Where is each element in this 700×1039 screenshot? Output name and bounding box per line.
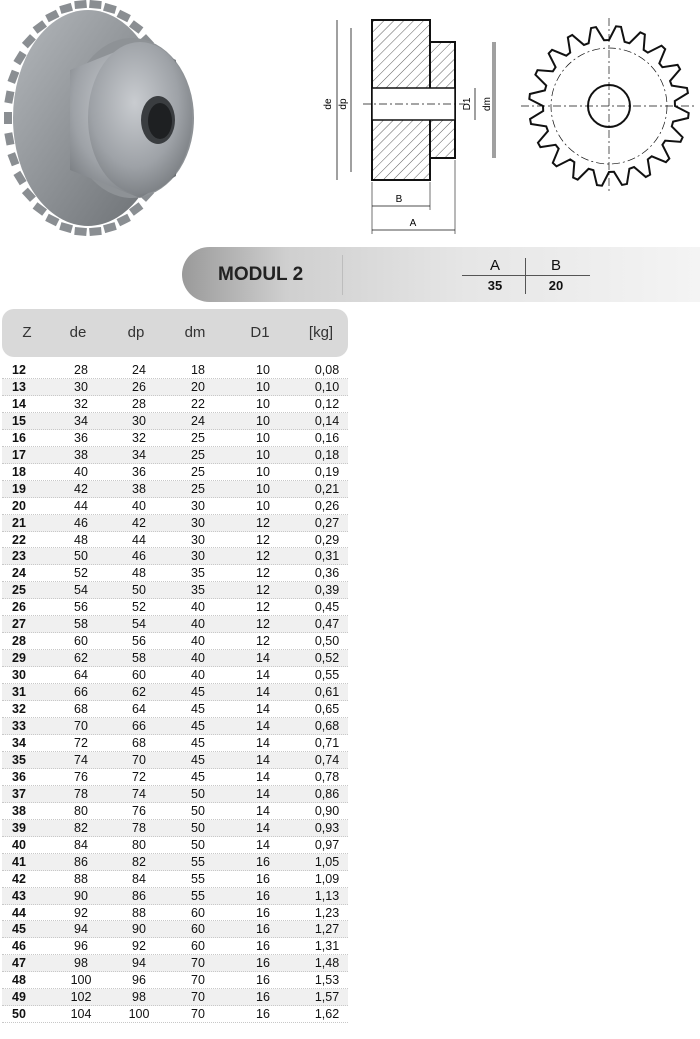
cell-d1: 14 — [256, 735, 270, 750]
cell-weight: 0,86 — [314, 786, 340, 801]
cell-weight: 0,61 — [314, 685, 340, 700]
cell-d1: 14 — [256, 769, 270, 784]
cell-dm: 55 — [191, 871, 205, 886]
cell-z: 32 — [12, 702, 26, 717]
table-row — [2, 599, 348, 616]
cell-z: 26 — [12, 600, 26, 615]
cell-weight: 1,23 — [314, 905, 340, 920]
cell-weight: 1,48 — [314, 956, 340, 971]
cell-d1: 10 — [256, 379, 270, 394]
cell-d1: 14 — [256, 752, 270, 767]
modul-banner — [182, 247, 700, 302]
cell-de: 98 — [74, 956, 88, 971]
cell-d1: 10 — [256, 363, 270, 377]
cell-d1: 14 — [256, 786, 270, 801]
cell-d1: 16 — [256, 973, 270, 988]
modul-title: MODUL 2 — [218, 264, 304, 285]
cell-d1: 10 — [256, 481, 270, 496]
cell-weight: 0,78 — [314, 769, 340, 784]
cell-de: 38 — [74, 447, 88, 462]
cell-z: 36 — [12, 769, 26, 784]
cell-d1: 10 — [256, 498, 270, 513]
cell-dp: 88 — [132, 905, 146, 920]
cell-de: 64 — [74, 668, 88, 683]
cell-weight: 0,10 — [314, 379, 340, 394]
cell-z: 46 — [12, 939, 26, 954]
cell-de: 90 — [74, 888, 88, 903]
cell-d1: 14 — [256, 668, 270, 683]
cell-de: 32 — [74, 396, 88, 411]
cell-dp: 48 — [132, 566, 146, 581]
cell-dm: 45 — [191, 769, 205, 784]
cell-z: 34 — [12, 735, 26, 750]
cell-dm: 18 — [191, 363, 205, 377]
cell-dp: 98 — [132, 990, 146, 1005]
cell-dm: 25 — [191, 481, 205, 496]
cell-d1: 12 — [256, 515, 270, 530]
cell-dm: 70 — [191, 956, 205, 971]
cell-de: 92 — [74, 905, 88, 920]
table-row — [2, 786, 348, 803]
cell-dp: 90 — [132, 922, 146, 937]
dim-label-de: de — [323, 98, 334, 110]
cell-dm: 25 — [191, 447, 205, 462]
cell-dm: 40 — [191, 651, 205, 666]
table-row — [2, 803, 348, 820]
table-row — [2, 938, 348, 955]
cell-weight: 0,55 — [314, 668, 340, 683]
cell-z: 12 — [12, 363, 26, 377]
table-row — [2, 1006, 348, 1023]
cell-dm: 22 — [191, 396, 205, 411]
cell-weight: 0,65 — [314, 702, 340, 717]
cell-d1: 14 — [256, 719, 270, 734]
cell-d1: 10 — [256, 464, 270, 479]
table-row — [2, 718, 348, 735]
gear-photo — [0, 0, 200, 240]
header-d1: D1 — [250, 324, 270, 341]
cell-weight: 0,97 — [314, 837, 340, 852]
cell-dp: 62 — [132, 685, 146, 700]
cell-dm: 30 — [191, 498, 205, 513]
cell-dp: 26 — [132, 379, 146, 394]
cell-de: 28 — [74, 363, 88, 377]
cell-d1: 16 — [256, 956, 270, 971]
cell-d1: 16 — [256, 888, 270, 903]
column-a-label: A — [489, 257, 500, 274]
cell-weight: 0,29 — [314, 532, 340, 547]
cell-z: 44 — [12, 905, 26, 920]
cell-de: 68 — [74, 702, 88, 717]
table-row — [2, 871, 348, 888]
cell-weight: 0,39 — [314, 583, 340, 598]
cell-dm: 50 — [191, 786, 205, 801]
table-row — [2, 989, 348, 1006]
cell-weight: 0,19 — [314, 464, 340, 479]
table-row — [2, 905, 348, 922]
cell-z: 30 — [12, 668, 26, 683]
cell-z: 20 — [12, 498, 26, 513]
cell-z: 14 — [12, 396, 26, 411]
cell-dp: 76 — [132, 803, 146, 818]
cell-weight: 0,16 — [314, 430, 340, 445]
cell-dp: 70 — [132, 752, 146, 767]
cell-de: 30 — [74, 379, 88, 394]
cell-de: 88 — [74, 871, 88, 886]
cell-d1: 10 — [256, 413, 270, 428]
table-row — [2, 481, 348, 498]
cell-dp: 34 — [132, 447, 146, 462]
cell-d1: 14 — [256, 685, 270, 700]
cell-dp: 100 — [128, 1007, 150, 1022]
cell-z: 23 — [12, 549, 26, 564]
cell-de: 104 — [70, 1007, 92, 1022]
header-dp: dp — [127, 324, 145, 341]
cell-d1: 16 — [256, 905, 270, 920]
sectional-drawing — [325, 10, 485, 238]
cell-dp: 52 — [132, 600, 146, 615]
table-row — [2, 972, 348, 989]
cell-dp: 78 — [132, 820, 146, 835]
cell-dp: 30 — [132, 413, 146, 428]
cell-d1: 16 — [256, 1007, 270, 1022]
cell-z: 50 — [12, 1007, 26, 1022]
cell-d1: 12 — [256, 634, 270, 649]
cell-weight: 1,62 — [314, 1007, 340, 1022]
cell-dm: 70 — [191, 990, 205, 1005]
cell-de: 74 — [74, 752, 88, 767]
cell-z: 33 — [12, 719, 26, 734]
cell-d1: 10 — [256, 447, 270, 462]
cell-dm: 55 — [191, 854, 205, 869]
cell-z: 27 — [12, 617, 26, 632]
cell-dm: 35 — [191, 583, 205, 598]
cell-dm: 50 — [191, 820, 205, 835]
cell-weight: 0,45 — [314, 600, 340, 615]
cell-de: 60 — [74, 634, 88, 649]
cell-z: 37 — [12, 786, 26, 801]
cell-d1: 14 — [256, 803, 270, 818]
table-header — [2, 309, 348, 357]
cell-dp: 46 — [132, 549, 146, 564]
cell-z: 13 — [12, 379, 26, 394]
cell-de: 80 — [74, 803, 88, 818]
cell-dm: 70 — [191, 1007, 205, 1022]
cell-de: 54 — [74, 583, 88, 598]
cell-weight: 0,27 — [314, 515, 340, 530]
header-z: Z — [22, 324, 32, 341]
cell-d1: 12 — [256, 532, 270, 547]
cell-dp: 96 — [132, 973, 146, 988]
column-b-label: B — [550, 257, 561, 274]
cell-dp: 86 — [132, 888, 146, 903]
table-row — [2, 684, 348, 701]
cell-de: 48 — [74, 532, 88, 547]
cell-de: 58 — [74, 617, 88, 632]
cell-d1: 12 — [256, 566, 270, 581]
cell-dp: 94 — [132, 956, 146, 971]
cell-z: 17 — [12, 447, 26, 462]
cell-de: 52 — [74, 566, 88, 581]
table-row — [2, 854, 348, 871]
cell-dm: 45 — [191, 735, 205, 750]
cell-weight: 0,12 — [314, 396, 340, 411]
cell-z: 31 — [12, 685, 26, 700]
cell-de: 78 — [74, 786, 88, 801]
cell-dm: 60 — [191, 905, 205, 920]
cell-weight: 0,36 — [314, 566, 340, 581]
cell-weight: 0,31 — [314, 549, 340, 564]
cell-de: 96 — [74, 939, 88, 954]
cell-weight: 0,21 — [314, 481, 340, 496]
cell-dp: 68 — [132, 735, 146, 750]
cell-weight: 1,09 — [314, 871, 340, 886]
cell-dp: 36 — [132, 464, 146, 479]
cell-dp: 42 — [132, 515, 146, 530]
dim-label-d1: D1 — [462, 97, 473, 111]
cell-dp: 32 — [132, 430, 146, 445]
cell-dm: 30 — [191, 532, 205, 547]
dim-label-b: B — [395, 194, 403, 205]
cell-weight: 1,53 — [314, 973, 340, 988]
cell-dm: 30 — [191, 515, 205, 530]
cell-de: 40 — [74, 464, 88, 479]
cell-z: 28 — [12, 634, 26, 649]
cell-z: 45 — [12, 922, 26, 937]
cell-d1: 14 — [256, 651, 270, 666]
banner-divider — [342, 255, 343, 295]
cell-dm: 40 — [191, 634, 205, 649]
cell-d1: 12 — [256, 600, 270, 615]
table-row — [2, 837, 348, 854]
cell-dm: 60 — [191, 922, 205, 937]
cell-d1: 16 — [256, 922, 270, 937]
cell-d1: 16 — [256, 854, 270, 869]
cell-de: 102 — [70, 990, 92, 1005]
cell-dm: 50 — [191, 803, 205, 818]
cell-z: 22 — [12, 532, 26, 547]
cell-weight: 0,47 — [314, 617, 340, 632]
cell-dp: 54 — [132, 617, 146, 632]
cell-dm: 35 — [191, 566, 205, 581]
cell-d1: 14 — [256, 837, 270, 852]
cell-dm: 55 — [191, 888, 205, 903]
cell-dp: 80 — [132, 837, 146, 852]
cell-de: 82 — [74, 820, 88, 835]
cell-de: 42 — [74, 481, 88, 496]
cell-z: 24 — [12, 566, 26, 581]
cell-dm: 70 — [191, 973, 205, 988]
table-row — [2, 888, 348, 905]
table-row — [2, 362, 348, 379]
cell-weight: 0,68 — [314, 719, 340, 734]
cell-dp: 72 — [132, 769, 146, 784]
cell-d1: 16 — [256, 990, 270, 1005]
cell-d1: 16 — [256, 939, 270, 954]
cell-dp: 74 — [132, 786, 146, 801]
cell-z: 38 — [12, 803, 26, 818]
cell-dp: 44 — [132, 532, 146, 547]
table-row — [2, 616, 348, 633]
cell-z: 19 — [12, 481, 26, 496]
header-dm: dm — [184, 324, 206, 341]
cell-z: 42 — [12, 871, 26, 886]
table-row — [2, 582, 348, 599]
cell-dm: 45 — [191, 685, 205, 700]
cell-de: 34 — [74, 413, 88, 428]
header-weight: [kg] — [308, 324, 334, 341]
cell-dm: 24 — [191, 413, 205, 428]
cell-dm: 45 — [191, 752, 205, 767]
cell-de: 76 — [74, 769, 88, 784]
cell-weight: 0,08 — [314, 363, 340, 377]
cell-de: 100 — [70, 973, 92, 988]
table-row — [2, 379, 348, 396]
cell-weight: 1,57 — [314, 990, 340, 1005]
cell-dp: 40 — [132, 498, 146, 513]
cell-dm: 45 — [191, 702, 205, 717]
cell-d1: 10 — [256, 396, 270, 411]
column-a-value: 35 — [487, 278, 503, 293]
cell-dp: 82 — [132, 854, 146, 869]
cell-z: 15 — [12, 413, 26, 428]
cell-dm: 30 — [191, 549, 205, 564]
table-row — [2, 769, 348, 786]
cell-de: 46 — [74, 515, 88, 530]
column-b-value: 20 — [548, 278, 564, 293]
cell-de: 62 — [74, 651, 88, 666]
header-de: de — [69, 324, 87, 341]
table-body — [2, 362, 348, 1023]
cell-d1: 12 — [256, 583, 270, 598]
table-row — [2, 565, 348, 582]
dm-dimension — [480, 40, 510, 170]
cell-dp: 38 — [132, 481, 146, 496]
cell-z: 49 — [12, 990, 26, 1005]
cell-dm: 20 — [191, 379, 205, 394]
cell-de: 86 — [74, 854, 88, 869]
cell-weight: 1,31 — [314, 939, 340, 954]
table-row — [2, 701, 348, 718]
cell-de: 94 — [74, 922, 88, 937]
cell-de: 36 — [74, 430, 88, 445]
cell-dp: 60 — [132, 668, 146, 683]
cell-dm: 40 — [191, 668, 205, 683]
cell-dp: 84 — [132, 871, 146, 886]
cell-dp: 56 — [132, 634, 146, 649]
cell-de: 44 — [74, 498, 88, 513]
table-row — [2, 548, 348, 565]
cell-d1: 14 — [256, 702, 270, 717]
table-row — [2, 667, 348, 684]
cell-weight: 1,13 — [314, 888, 340, 903]
cell-de: 56 — [74, 600, 88, 615]
cell-z: 16 — [12, 430, 26, 445]
table-row — [2, 955, 348, 972]
table-row — [2, 650, 348, 667]
cell-de: 84 — [74, 837, 88, 852]
table-row — [2, 413, 348, 430]
cell-weight: 0,26 — [314, 498, 340, 513]
cell-de: 66 — [74, 685, 88, 700]
cell-z: 40 — [12, 837, 26, 852]
cell-z: 35 — [12, 752, 26, 767]
table-row — [2, 498, 348, 515]
table-row — [2, 735, 348, 752]
cell-weight: 0,90 — [314, 803, 340, 818]
cell-dp: 66 — [132, 719, 146, 734]
cell-dm: 50 — [191, 837, 205, 852]
cell-dp: 24 — [132, 363, 146, 377]
cell-z: 47 — [12, 956, 26, 971]
ab-separator-horizontal — [462, 275, 590, 276]
cell-z: 21 — [12, 515, 26, 530]
table-row — [2, 633, 348, 650]
cell-weight: 0,93 — [314, 820, 340, 835]
cell-weight: 0,50 — [314, 634, 340, 649]
dim-label-a: A — [409, 218, 417, 229]
cell-dp: 64 — [132, 702, 146, 717]
cell-dm: 25 — [191, 464, 205, 479]
cell-dm: 40 — [191, 617, 205, 632]
table-row — [2, 820, 348, 837]
cell-de: 72 — [74, 735, 88, 750]
cell-de: 50 — [74, 549, 88, 564]
table-row — [2, 447, 348, 464]
table-row — [2, 532, 348, 549]
cell-z: 29 — [12, 651, 26, 666]
cell-weight: 1,05 — [314, 854, 340, 869]
table-row — [2, 515, 348, 532]
cell-d1: 12 — [256, 549, 270, 564]
cell-z: 48 — [12, 973, 26, 988]
cell-weight: 0,18 — [314, 447, 340, 462]
cell-dm: 40 — [191, 600, 205, 615]
cell-z: 18 — [12, 464, 26, 479]
cell-dp: 92 — [132, 939, 146, 954]
table-row — [2, 430, 348, 447]
cell-weight: 1,27 — [314, 922, 340, 937]
cell-dm: 60 — [191, 939, 205, 954]
cell-dp: 50 — [132, 583, 146, 598]
gear-front-view — [518, 15, 700, 197]
cell-dm: 25 — [191, 430, 205, 445]
cell-d1: 16 — [256, 871, 270, 886]
table-row — [2, 396, 348, 413]
dim-label-dm: dm — [482, 97, 493, 111]
cell-weight: 0,14 — [314, 413, 340, 428]
dim-label-dp: dp — [338, 98, 349, 110]
cell-weight: 0,52 — [314, 651, 340, 666]
cell-d1: 12 — [256, 617, 270, 632]
cell-z: 25 — [12, 583, 26, 598]
table-row — [2, 752, 348, 769]
cell-z: 39 — [12, 820, 26, 835]
cell-d1: 14 — [256, 820, 270, 835]
cell-dp: 28 — [132, 396, 146, 411]
table-row — [2, 921, 348, 938]
cell-d1: 10 — [256, 430, 270, 445]
cell-dm: 45 — [191, 719, 205, 734]
table-row — [2, 464, 348, 481]
cell-weight: 0,71 — [314, 735, 340, 750]
cell-z: 41 — [12, 854, 26, 869]
cell-dp: 58 — [132, 651, 146, 666]
cell-de: 70 — [74, 719, 88, 734]
cell-weight: 0,74 — [314, 752, 340, 767]
cell-z: 43 — [12, 888, 26, 903]
